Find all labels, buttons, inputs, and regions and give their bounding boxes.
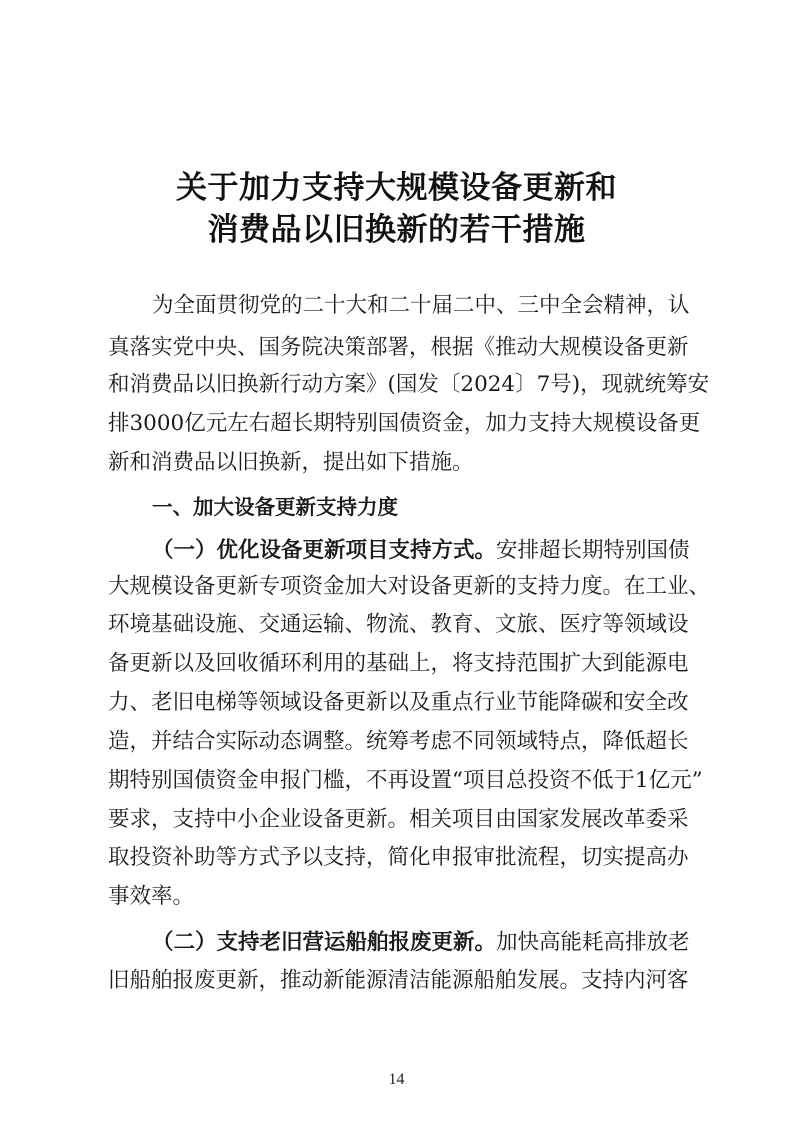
item-1-line: 大规模设备更新专项资金加大对设备更新的支持力度。在工业、 [108,574,711,599]
page-number: 14 [388,1071,405,1088]
item-2-line: 旧船舶报废更新，推动新能源清洁能源船舶发展。支持内河客 [108,968,689,993]
document-title-line-1: 关于加力支持大规模设备更新和 [176,170,617,206]
item-1-text: 安排超长期特别国债 [496,538,690,563]
item-1-label: （一）优化设备更新项目支持方式。 [152,538,497,563]
item-2-label: （二）支持老旧营运船舶报废更新。 [152,930,497,955]
intro-paragraph-line: 真落实党中央、国务院决策部署，根据《推动大规模设备更新 [108,335,689,360]
item-1-line: 要求，支持中小企业设备更新。相关项目由国家发展改革委采 [108,807,689,832]
item-1-line: 期特别国债资金申报门槛，不再设置“项目总投资不低于1亿元” [108,768,703,793]
item-1-line: 取投资补助等方式予以支持，简化申报审批流程，切实提高办 [108,845,689,870]
section-heading: 一、加大设备更新支持力度 [152,495,398,519]
item-1-line: 事效率。 [108,884,195,909]
item-1-line: 力、老旧电梯等领域设备更新以及重点行业节能降碳和安全改 [108,690,689,715]
item-1-line: 备更新以及回收循环利用的基础上，将支持范围扩大到能源电 [108,651,689,676]
intro-paragraph-line: 新和消费品以旧换新，提出如下措施。 [108,450,474,475]
item-2-text: 加快高能耗高排放老 [496,930,690,955]
intro-paragraph-line: 排3000亿元左右超长期特别国债资金，加力支持大规模设备更 [108,411,701,436]
item-1-line: 造，并结合实际动态调整。统筹考虑不同领域特点，降低超长 [108,729,689,754]
document-title-line-2: 消费品以旧换新的若干措施 [207,212,586,248]
item-1-line: 环境基础设施、交通运输、物流、教育、文旅、医疗等领域设 [108,612,689,637]
intro-paragraph-line: 为全面贯彻党的二十大和二十届二中、三中全会精神，认 [152,293,690,318]
intro-paragraph-line: 和消费品以旧换新行动方案》(国发〔2024〕7号)，现就统筹安 [108,372,710,397]
item-1-first-line [152,536,688,566]
item-2-first-line [152,928,688,958]
